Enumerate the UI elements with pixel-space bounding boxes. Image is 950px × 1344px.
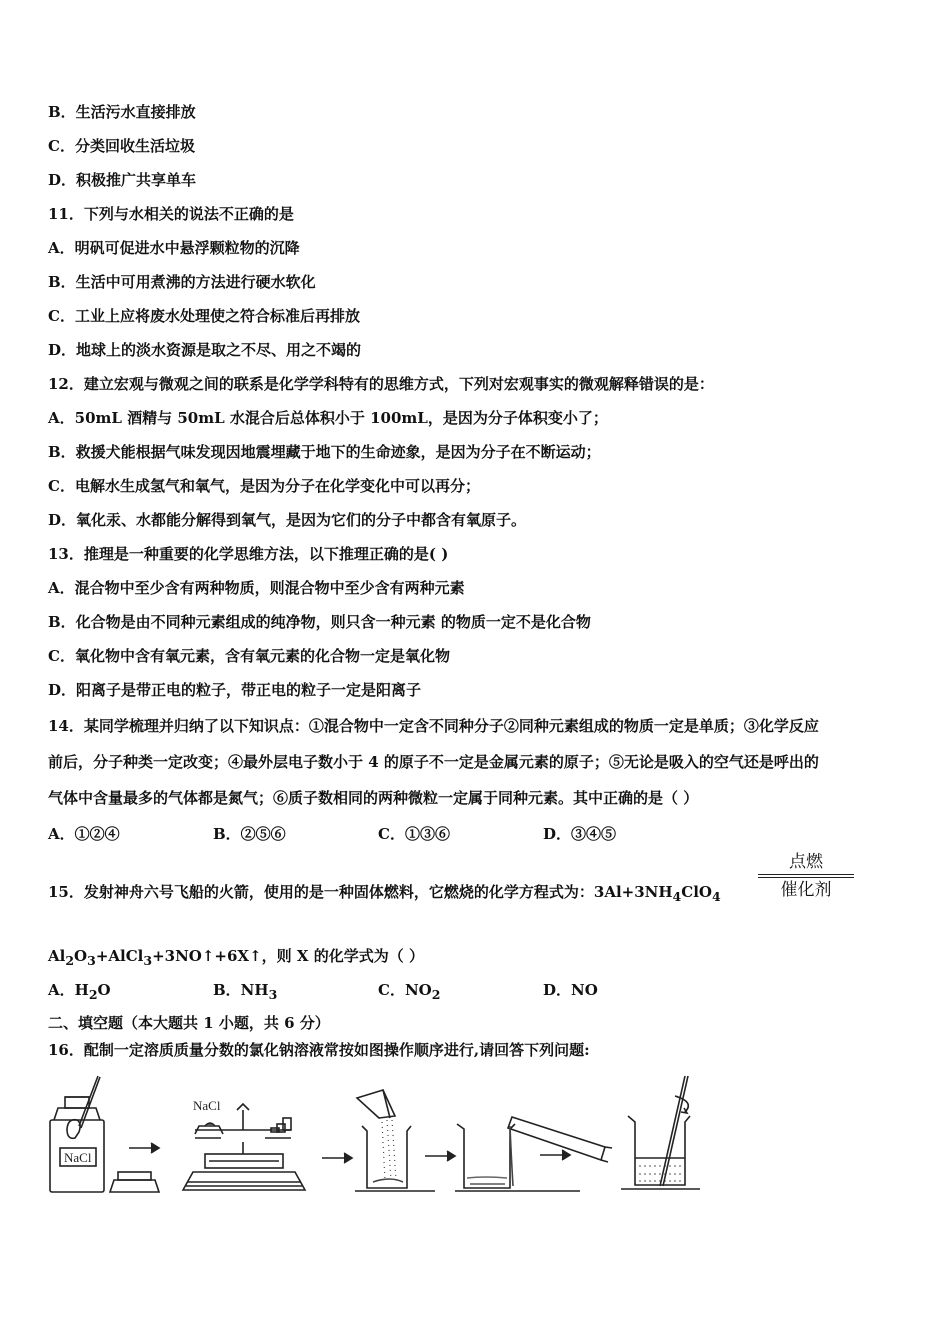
q15-p3: +AlCl <box>95 947 144 965</box>
q14-stem-line-3: 气体中含量最多的气体都是氮气；⑥质子数相同的两种微粒一定属于同种元素。其中正确的是（ ） <box>48 789 699 807</box>
arrow-3-icon <box>425 1151 455 1161</box>
beaker-pour-icon <box>355 1090 435 1191</box>
q15-b-pre: B．NH <box>213 981 269 999</box>
q14-stem-line-1: 14．某同学梳理并归纳了以下知识点：①混合物中一定含不同种分子②同种元素组成的物质一定是单质；③化学反应 <box>48 717 819 735</box>
equals-sign <box>758 874 854 878</box>
q12-option-c: C．电解水生成氢气和氧气，是因为分子在化学变化中可以再分； <box>48 477 480 495</box>
q15-sub-b: 4 <box>711 889 721 904</box>
q15-option-c <box>378 980 543 1005</box>
q12-option-d: D．氧化汞、水都能分解得到氧气，是因为它们的分子中都含有氧原子。 <box>48 511 527 529</box>
q11-option-c: C．工业上应将废水处理使之符合标准后再排放 <box>48 307 360 325</box>
q13-option-a: A．混合物中至少含有两种物质，则混合物中至少含有两种元素 <box>48 579 465 597</box>
jar-label: NaCl <box>64 1150 92 1165</box>
q13-option-c: C．氧化物中含有氧元素，含有氧元素的化合物一定是氧化物 <box>48 647 450 665</box>
q14-option-b: B．②⑤⑥ <box>213 825 286 843</box>
beaker-stir-icon <box>621 1076 700 1189</box>
q14-option-a: A．①②④ <box>48 825 120 843</box>
q10-option-d: D．积极推广共享单车 <box>48 171 197 189</box>
q13-option-b: B．化合物是由不同种元素组成的纯净物，则只含一种元素 的物质一定不是化合物 <box>48 613 591 631</box>
q10-option-b: B．生活污水直接排放 <box>48 103 196 121</box>
q14-option-d: D．③④⑤ <box>543 825 617 843</box>
q15-stem <box>48 882 721 907</box>
q12-stem: 12．建立宏观与微观之间的联系是化学学科特有的思维方式，下列对宏观事实的微观解释错误的是： <box>48 375 714 393</box>
arrow-1-icon <box>129 1143 159 1153</box>
reagent-jar-icon <box>50 1076 159 1192</box>
q16-stem: 16．配制一定溶质质量分数的氯化钠溶液常按如图操作顺序进行,请回答下列问题: <box>48 1041 590 1059</box>
q15-stem-text: 15．发射神舟六号飞船的火箭，使用的是一种固体燃料，它燃烧的化学方程式为：3Al+3NH <box>48 883 673 901</box>
q15-b-sub: 3 <box>268 987 278 1002</box>
q15-s3: 3 <box>143 953 153 968</box>
q14-options <box>48 824 616 844</box>
q15-option-d: D．NO <box>543 981 598 999</box>
condition-bottom: 催化剂 <box>780 880 832 900</box>
condition-top: 点燃 <box>789 852 823 872</box>
q15-option-b <box>213 980 378 1005</box>
q11-option-d: D．地球上的淡水资源是取之不尽、用之不竭的 <box>48 341 362 359</box>
reaction-condition <box>758 852 854 900</box>
cylinder-pour-icon <box>455 1117 612 1191</box>
arrow-4-icon <box>540 1150 570 1160</box>
q15-options <box>48 980 598 1005</box>
q11-stem: 11．下列与水相关的说法不正确的是 <box>48 205 294 223</box>
q15-c-sub: 2 <box>431 987 441 1002</box>
q14-option-c: C．①③⑥ <box>378 825 450 843</box>
q13-option-d: D．阳离子是带正电的粒子，带正电的粒子一定是阳离子 <box>48 681 422 699</box>
arrow-2-icon <box>322 1153 352 1163</box>
q15-p1: Al <box>48 947 66 965</box>
q14-stem-line-2: 前后，分子种类一定改变；④最外层电子数小于 4 的原子不一定是金属元素的原子；⑤无论是吸入的空气还是呼出的 <box>48 753 819 771</box>
q15-sub: 4 <box>672 889 682 904</box>
q15-s1: 2 <box>65 953 75 968</box>
procedure-figure <box>45 1068 710 1198</box>
q12-option-b: B．救援犬能根据气味发现因地震埋藏于地下的生命迹象，是因为分子在不断运动； <box>48 443 601 461</box>
q15-a-sub: 2 <box>88 987 98 1002</box>
q15-p2: O <box>74 947 88 965</box>
q15-p4: +3NO↑+6X↑，则 X 的化学式为（ ） <box>152 947 424 965</box>
q13-stem: 13．推理是一种重要的化学思维方法，以下推理正确的是( ) <box>48 545 449 563</box>
q15-clo: ClO <box>681 883 712 901</box>
q15-a-pre: A．H <box>48 981 89 999</box>
q11-option-a: A．明矾可促进水中悬浮颗粒物的沉降 <box>48 239 300 257</box>
balance-icon <box>183 1104 305 1190</box>
q15-option-a <box>48 980 213 1005</box>
q15-c-pre: C．NO <box>378 981 432 999</box>
q15-equation-products <box>48 946 424 971</box>
balance-label: NaCl <box>193 1098 221 1113</box>
q15-s2: 3 <box>87 953 96 968</box>
q15-a-post: O <box>97 981 111 999</box>
section-2-heading: 二、填空题（本大题共 1 小题，共 6 分） <box>48 1014 330 1032</box>
q12-option-a: A．50mL 酒精与 50mL 水混合后总体积小于 100mL，是因为分子体积变小了； <box>48 409 608 427</box>
q10-option-c: C．分类回收生活垃圾 <box>48 137 195 155</box>
q11-option-b: B．生活中可用煮沸的方法进行硬水软化 <box>48 273 316 291</box>
